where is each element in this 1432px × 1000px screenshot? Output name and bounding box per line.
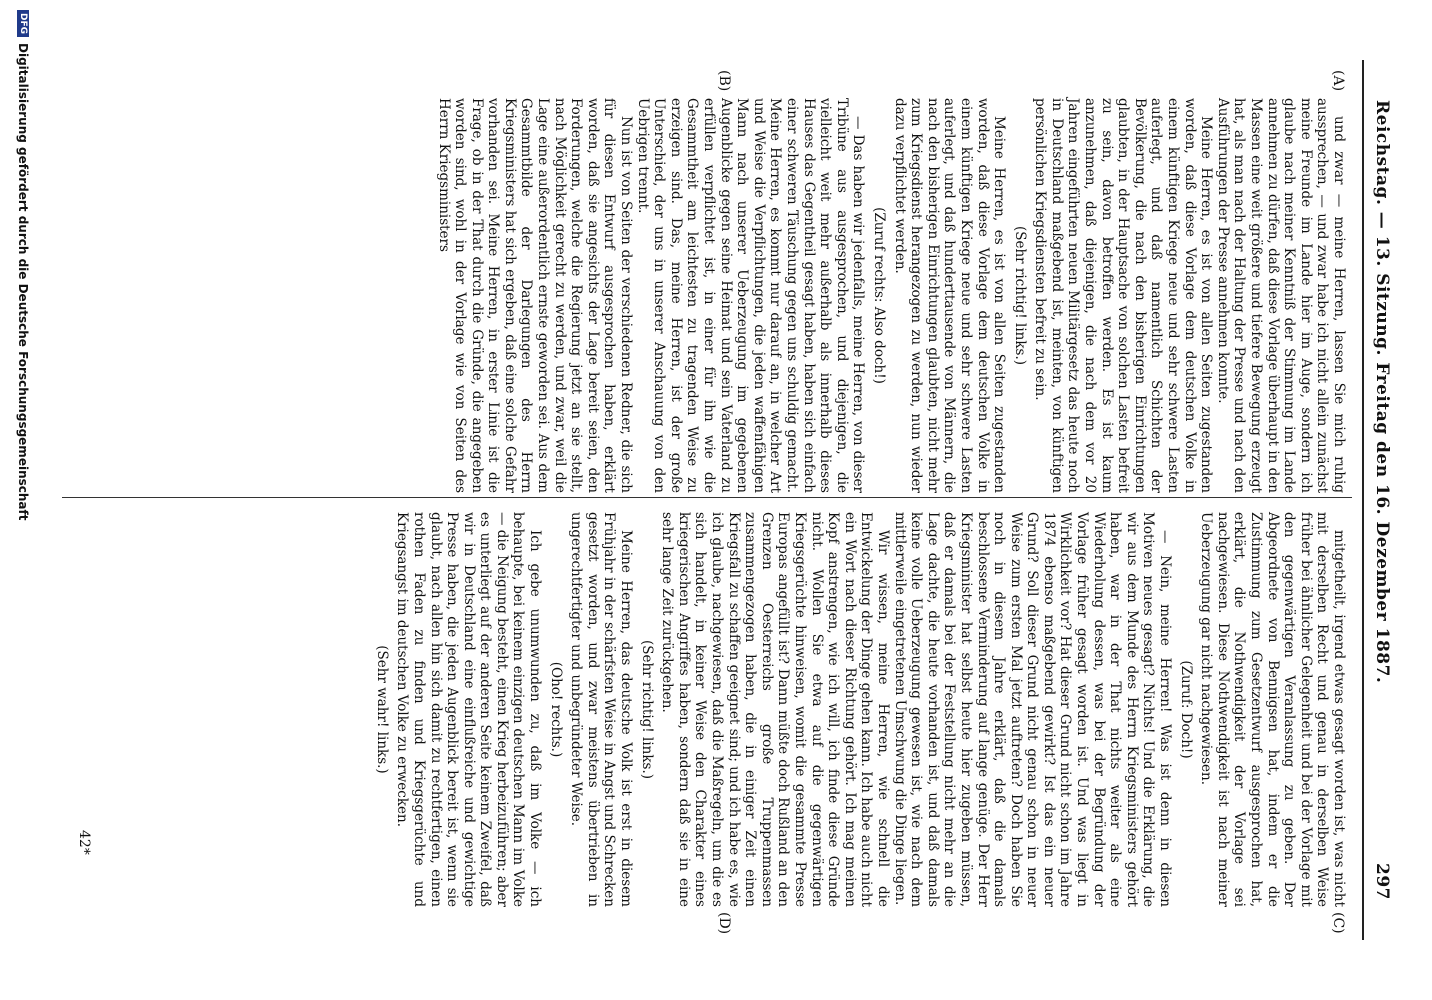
interjection: (Sehr wahr! links.) — [373, 645, 390, 774]
paragraph: und zwar — meine Herren, lassen Sie mich ruhig aussprechen, — und zwar habe ich nicht allein zunächst meine Freunde im Lande hier im Auge, sondern ich glaube nach meiner Kenntniß der Stimmung im Lande annehmen zu dürfen, daß diese Vorlage überhaupt in den Massen eine weit größere und tiefere Bewegung erzeugt hat, als man nach der Haltung der Presse und nach den Ausführungen der Presse annehmen konnte. — [1214, 98, 1347, 493]
paragraph: mitgetheilt, irgend etwas gesagt worden ist, was nicht mit derselben Recht und genau in derselben Weise früher bei ähnlicher Gelegenheit und bei der Vorlage mit den gegenwärtigen Veranlassung zu geben. Der Abgeordnete von Bennigsen hat, indem er die Zustimmung zum Gesetzentwurf ausgesprochen hat, erklärt, die Nothwendigkeit der Vorlage sei nachgewiesen. Diese Nothwendigkeit ist nach meiner Ueberzeugung gar nicht nachgewiesen. — [1198, 512, 1347, 907]
footer-text: Digitalisierung gefördert durch die Deutsche Forschungsgemeinschaft — [16, 43, 30, 521]
interjection: (Zuruf: Doch!) — [1177, 660, 1194, 759]
right-column — [347, 512, 1347, 907]
page-marker: 42* — [76, 830, 92, 855]
margin-mark-a: (A) — [1330, 70, 1346, 92]
left-column — [117, 98, 1347, 493]
interjection: (Sehr richtig! links.) — [638, 639, 655, 780]
paragraph: Ich gebe unumwunden zu, daß im Volke — ich behaupte, bei keinem einzigen deutschen Mann im Volke — die Neigung besteht, einen Krieg herbeizuführen; aber es unterliegt auf der anderen Seite keinem Zweifel, daß wir in Deutschland eine einflußreiche und gewichtige Presse haben, die jeden Augenblick bereit ist, wenn sie glaubt, nach allen hin sich damit zu rechtfertigen, einen rothen Faden zu finden und Kriegsgerüchte und Kriegsangst im deutschen Volke zu erwecken. — [394, 512, 544, 907]
interjection: (Sehr richtig! links.) — [1011, 225, 1028, 366]
column-divider — [62, 497, 1352, 498]
margin-mark-b: (B) — [716, 70, 732, 92]
paragraph: Meine Herren, es ist von allen Seiten zugestanden worden, daß diese Vorlage dem deutschen Volke in einem künftigen Kriege neue und sehr schwere Lasten auferlegt, und daß namentlich Schichten der Bevölkerung, die nach den bisherigen Einrichtungen glaubten, in der Hauptsache von solchen Lasten befreit zu sein, davon betroffen werden. Es ist kaum anzunehmen, daß diejenigen, die nach dem vor 20 Jahren eingeführten neuen Militärgesetz das heute noch in Deutschland maßgebend ist, meinten, von künftigen persönlichen Kriegsdiensten befreit zu sein. — [1032, 98, 1215, 493]
paragraph: — Nein, meine Herren! Was ist denn in diesen Motiven neues gesagt? Nichts! Und die Erklärung, die wir aus dem Munde des Herrn Kriegsministers gehört haben, war in der That nichts weiter als eine Wiederholung dessen, was bei der Begründung der Vorlage früher gesagt worden ist. Und was liegt in Wirklichkeit vor? Hat dieser Grund nicht schon im Jahre 1874 ebenso maßgebend gewirkt? Ist das ein neuer Grund? Soll dieser Grund nicht genau schon in neuer Weise zum ersten Mal jetzt auftreten? Doch haben Sie noch in diesem Jahre erklärt, daß die damals beschlossene Verminderung auf lange genüge. Der Herr Kriegsminister hat selbst heute hier zugeben müssen, daß er damals bei der Feststellung nicht mehr an die Lage dachte, die heute vorhanden ist, und daß damals keine volle Ueberzeugung gewesen ist, wie nach dem mittlerweile eingetretenen Umschwung die Dinge liegen. — [891, 512, 1174, 907]
paragraph: — Das haben wir jedenfalls, meine Herren, von dieser Tribüne aus ausgesprochen, und diejenigen, die vielleicht weit mehr außerhalb als innerhalb dieses Hauses das Gegentheil gesagt haben, haben sich einfach einer schweren Täuschung gegen uns schuldig gemacht. Meine Herren, es kommt nur darauf an, in welcher Art und Weise die Verpflichtungen, die jeden waffenfähigen Mann nach unserer Ueberzeugung im gegebenen Augenblicke gegen seine Heimat und sein Vaterland zu erfüllen verpflichtet ist, in einer für ihn wie die Gesammtheit am leichtesten zu tragenden Weise zu erzeigen sind. Das, meine Herren, ist der große Unterschied, der uns in unserer Anschauung von den Uebrigen trennt. — [634, 98, 867, 493]
interjection: (Oho! rechts.) — [547, 661, 564, 758]
paragraph: Wir wissen, meine Herren, wie schnell die Entwickelung der Dinge gehen kann. Ich habe auch nicht ein Wort nach dieser Richtung gehört. Ich mag meinen Kopf anstrengen, wie ich will, ich finde diese Gründe nicht. Wollen Sie etwa auf die gegenwärtigen Kriegsgerüchte hinweisen, womit die gesammte Presse Europas angefüllt ist? Dann müßte doch Rußland an den Grenzen Oesterreichs große Truppenmassen zusammengezogen haben, die in einiger Zeit einen Kriegsfall zu schaffen geeignet sind; und ich habe es, wie ich glaube, nachgewiesen, daß die Maßregeln, um die es sich handelt, in keiner Weise den Charakter eines kriegerischen Angriffes haben, sondern daß sie in eine sehr lange Zeit zurückgehen. — [659, 512, 891, 907]
paragraph: Nun ist von Seiten der verschiedenen Redner, die sich für diesen Entwurf ausgesprochen haben, erklärt worden, daß sie angesichts der Lage bereit seien, den Forderungen, welche die Regierung jetzt an sie stellt, nach Möglichkeit gerecht zu werden, und zwar, weil die Lage eine außerordentlich ernste geworden sei. Aus dem Gesammtbilde der Darlegungen des Herrn Kriegsministers hat sich ergeben, daß eine solche Gefahr vorhanden sei. Meine Herren, in erster Linie ist die Frage, ob in der That durch die Gründe, die angegeben worden sind, wohl in der Vorlage wie von Seiten des Herrn Kriegsministers — [435, 98, 635, 493]
margin-mark-c: (C) — [1330, 912, 1346, 934]
header-page-number: 297 — [1372, 863, 1392, 900]
header-title: Reichstag. — 13. Sitzung. Freitag den 16. Dezember 1887. — [1372, 100, 1392, 684]
paragraph: Meine Herren, es ist von allen Seiten zugestanden worden, daß diese Vorlage dem deutschen Volke in einem künftigen Kriege neue und sehr schwere Lasten auferlegt, und daß hunderttausende von Männern, die nach den bisherigen Einrichtungen glaubten, nicht mehr zum Kriegsdienst herangezogen zu werden, nun wieder dazu verpflichtet werden. — [891, 98, 1008, 493]
header-rule — [1362, 60, 1364, 940]
paragraph: Meine Herren, das deutsche Volk ist erst in diesem Frühjahr in der schärfsten Weise in Angst und Schrecken gesetzt worden, und zwar meistens übertrieben in ungerechtfertigter und unbegründeter Weise. — [568, 512, 635, 907]
margin-mark-d: (D) — [716, 912, 732, 935]
interjection: (Zuruf rechts: Also doch!) — [870, 207, 887, 384]
dfg-logo: DFG — [17, 10, 29, 37]
page-header — [1366, 100, 1392, 900]
footer — [16, 10, 30, 910]
